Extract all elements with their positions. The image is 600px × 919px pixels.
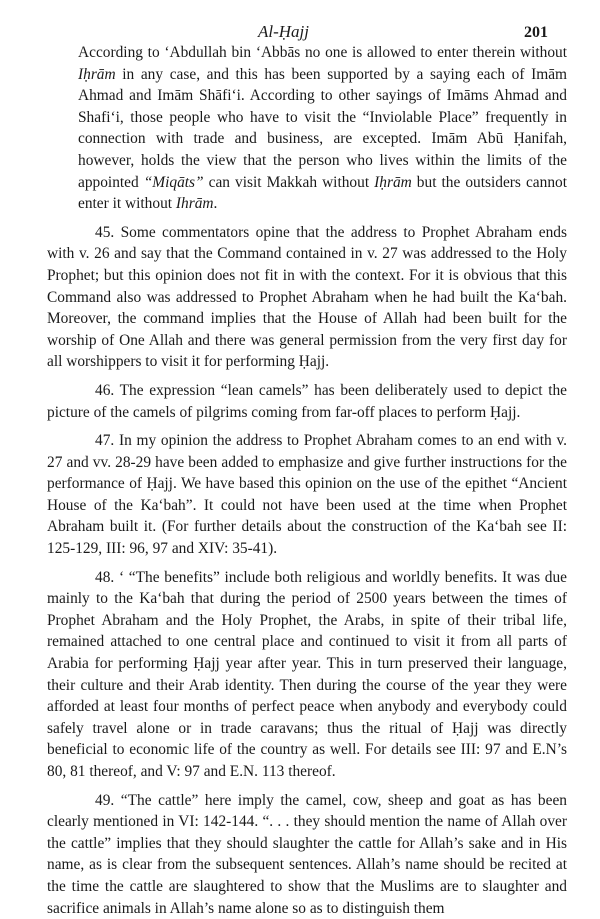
italic-term: Iḥrām: [78, 65, 116, 83]
text-run: but the outsiders cannot enter it without: [78, 173, 567, 213]
note-46: [47, 380, 567, 423]
text-run: in any case, and this has been supported by a saying each of Imām Ahmad and Imām Shāfi‘i. According to other sayings of Imāms Ahmad and Shafi‘i, those people who have to visit the “Inviolable Place” frequently in connection with trade and business, are excepted. Imām Abū Ḥanifah, however, holds the view that the person who lives within the limits of the appointed: [78, 65, 567, 191]
italic-term: Ihrām: [175, 195, 214, 213]
page-number: 201: [524, 24, 548, 41]
note-49: [47, 790, 567, 919]
text-run: 46. The expression “lean camels” has been deliberately used to depict the picture of the camels of pilgrims coming from far-off places to perform Ḥajj.: [47, 381, 567, 421]
text-run: 47. In my opinion the address to Prophet Abraham comes to an end with v. 27 and vv. 28-29 have been added to emphasize and give further instructions for the performance of Ḥajj. We have based this opinion on the use of the epithet “Ancient House of the Ka‘bah”. It could not have been used at the time when Prophet Abraham built it. (For further details about the construction of the Ka‘bah see II: 125-129, III: 96, 97 and XIV: 35-41).: [47, 432, 567, 558]
note-45: [47, 222, 567, 373]
text-run: 45. Some commentators opine that the address to Prophet Abraham ends with v. 26 and say that the Command contained in v. 27 was addressed to the Holy Prophet; but this opinion does not fit in with the context. For it is obvious that this Command also was addressed to Prophet Abraham when he had built the Ka‘bah. Moreover, the command implies that the House of Allah had been built for the worship of One Allah and there was general permission from the very first day for all worshippers to visit it for performing Ḥajj.: [47, 223, 567, 371]
italic-term: “Miqāts”: [143, 173, 204, 191]
running-head: [0, 22, 600, 44]
note-48: [47, 567, 567, 783]
italic-term: Iḥrām: [374, 173, 412, 191]
text-run: According to ‘Abdullah bin ‘Abbās no one is allowed to enter therein without: [78, 44, 567, 61]
running-title: Al-Ḥajj: [258, 22, 309, 41]
text-run: 49. “The cattle” here imply the camel, cow, sheep and goat as has been clearly mentioned in VI: 142-144. “. . . they should mention the name of Allah over the cattle” implies that they should slaughter the cattle for Allah’s sake and in His name, as is clear from the subsequent sentences. Allah’s name should be recited at the time the cattle are slaughtered to show that the Muslims are to slaughter and sacrifice animals in Allah’s name alone so as to distinguish them: [47, 791, 567, 917]
text-run: can visit Makkah without: [203, 173, 375, 191]
note-47: [47, 430, 567, 560]
text-run: .: [213, 195, 218, 213]
text-run: 48. ‘ “The benefits” include both religious and worldly benefits. It was due mainly to the Ka‘bah that during the period of 2500 years between the times of Prophet Abraham and the Holy Prophet, the Arabs, in spite of their tribal life, remained attached to one central place and continued to visit it from all parts of Arabia for performing Ḥajj year after year. This in turn preserved their language, their culture and their Arab identity. Then during the course of the year they were afforded at least four months of perfect peace when anybody and everybody could safely travel alone or in trade caravans; thus the ritual of Ḥajj was directly beneficial to economic life of the country as well. For details see III: 97 and E.N’s 80, 81 thereof, and V: 97 and E.N. 113 thereof.: [47, 568, 567, 780]
paragraph-continued: [47, 42, 567, 215]
body-text: [47, 42, 567, 919]
